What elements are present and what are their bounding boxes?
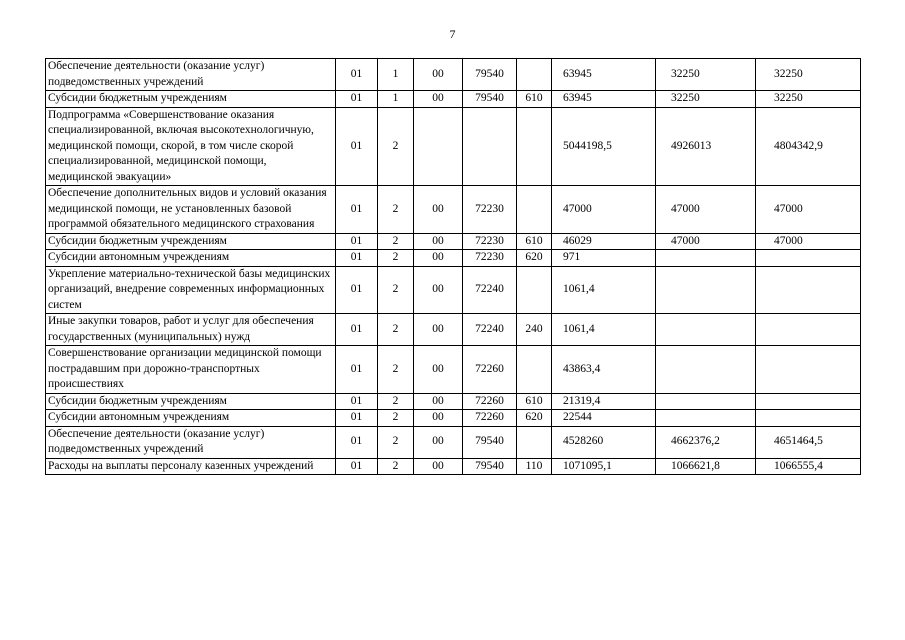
code-section-cell: 01 bbox=[336, 186, 378, 234]
amount-year3-cell: 47000 bbox=[756, 233, 861, 250]
amount-year1-cell: 1061,4 bbox=[552, 266, 656, 314]
table-row bbox=[46, 186, 861, 234]
table-row bbox=[46, 426, 861, 458]
code-expense-type-cell: 610 bbox=[517, 233, 552, 250]
amount-year3-cell bbox=[756, 346, 861, 394]
code-expense-type-cell: 610 bbox=[517, 91, 552, 108]
row-name-cell: Субсидии бюджетным учреждениям bbox=[46, 91, 336, 108]
amount-year2-cell bbox=[656, 393, 756, 410]
code-subprogram-cell: 2 bbox=[378, 426, 414, 458]
row-name-cell: Совершенствование организации медицинской помощи пострадавшим при дорожно-транспортных происшествиях bbox=[46, 346, 336, 394]
code-section-cell: 01 bbox=[336, 266, 378, 314]
code-section-cell: 01 bbox=[336, 107, 378, 186]
code-expense-type-cell bbox=[517, 266, 552, 314]
code-subprogram-cell: 2 bbox=[378, 107, 414, 186]
amount-year3-cell: 4651464,5 bbox=[756, 426, 861, 458]
code-subprogram-cell: 2 bbox=[378, 458, 414, 475]
amount-year1-cell: 1061,4 bbox=[552, 314, 656, 346]
code-group-cell bbox=[414, 107, 463, 186]
table-row bbox=[46, 410, 861, 427]
row-name-cell: Укрепление материально-технической базы медицинских организаций, внедрение современных информационных систем bbox=[46, 266, 336, 314]
budget-table bbox=[45, 58, 861, 475]
code-section-cell: 01 bbox=[336, 426, 378, 458]
row-name-cell: Подпрограмма «Совершенствование оказания специализированной, включая высокотехнологичную, медицинской помощи, скорой, в том числе скорой специализированной, медицинской помощи, медицинской эвакуации» bbox=[46, 107, 336, 186]
code-subprogram-cell: 1 bbox=[378, 59, 414, 91]
code-group-cell: 00 bbox=[414, 410, 463, 427]
row-name-cell: Обеспечение деятельности (оказание услуг) подведомственных учреждений bbox=[46, 59, 336, 91]
table-row bbox=[46, 314, 861, 346]
amount-year3-cell bbox=[756, 393, 861, 410]
row-name-cell: Иные закупки товаров, работ и услуг для обеспечения государственных (муниципальных) нужд bbox=[46, 314, 336, 346]
code-expense-type-cell: 110 bbox=[517, 458, 552, 475]
code-expense-type-cell: 240 bbox=[517, 314, 552, 346]
code-subprogram-cell: 2 bbox=[378, 186, 414, 234]
table-row bbox=[46, 393, 861, 410]
code-section-cell: 01 bbox=[336, 314, 378, 346]
amount-year2-cell bbox=[656, 410, 756, 427]
amount-year3-cell: 1066555,4 bbox=[756, 458, 861, 475]
page-number: 7 bbox=[449, 27, 456, 41]
amount-year2-cell: 32250 bbox=[656, 59, 756, 91]
code-target-cell: 72260 bbox=[463, 410, 517, 427]
code-expense-type-cell: 610 bbox=[517, 393, 552, 410]
amount-year1-cell: 43863,4 bbox=[552, 346, 656, 394]
code-subprogram-cell: 2 bbox=[378, 410, 414, 427]
code-subprogram-cell: 2 bbox=[378, 250, 414, 267]
amount-year3-cell bbox=[756, 314, 861, 346]
amount-year2-cell: 47000 bbox=[656, 233, 756, 250]
row-name-cell: Обеспечение дополнительных видов и условий оказания медицинской помощи, не установленных базовой программой обязательного медицинского страхования bbox=[46, 186, 336, 234]
code-target-cell: 72240 bbox=[463, 266, 517, 314]
code-subprogram-cell: 2 bbox=[378, 346, 414, 394]
code-group-cell: 00 bbox=[414, 186, 463, 234]
code-group-cell: 00 bbox=[414, 91, 463, 108]
code-section-cell: 01 bbox=[336, 250, 378, 267]
code-group-cell: 00 bbox=[414, 346, 463, 394]
amount-year1-cell: 63945 bbox=[552, 59, 656, 91]
code-group-cell: 00 bbox=[414, 233, 463, 250]
code-target-cell: 72230 bbox=[463, 186, 517, 234]
table-row bbox=[46, 250, 861, 267]
amount-year2-cell bbox=[656, 250, 756, 267]
row-name-cell: Субсидии бюджетным учреждениям bbox=[46, 393, 336, 410]
amount-year1-cell: 22544 bbox=[552, 410, 656, 427]
code-subprogram-cell: 2 bbox=[378, 314, 414, 346]
code-group-cell: 00 bbox=[414, 314, 463, 346]
code-section-cell: 01 bbox=[336, 458, 378, 475]
row-name-cell: Расходы на выплаты персоналу казенных учреждений bbox=[46, 458, 336, 475]
code-group-cell: 00 bbox=[414, 458, 463, 475]
table-row bbox=[46, 233, 861, 250]
code-section-cell: 01 bbox=[336, 393, 378, 410]
amount-year1-cell: 971 bbox=[552, 250, 656, 267]
amount-year3-cell: 32250 bbox=[756, 59, 861, 91]
code-expense-type-cell: 620 bbox=[517, 410, 552, 427]
amount-year2-cell bbox=[656, 346, 756, 394]
code-target-cell: 72260 bbox=[463, 346, 517, 394]
amount-year3-cell bbox=[756, 266, 861, 314]
amount-year1-cell: 1071095,1 bbox=[552, 458, 656, 475]
amount-year2-cell: 47000 bbox=[656, 186, 756, 234]
table-body bbox=[46, 59, 861, 475]
table-row bbox=[46, 91, 861, 108]
table-row bbox=[46, 107, 861, 186]
code-group-cell: 00 bbox=[414, 59, 463, 91]
code-group-cell: 00 bbox=[414, 250, 463, 267]
code-group-cell: 00 bbox=[414, 426, 463, 458]
row-name-cell: Субсидии бюджетным учреждениям bbox=[46, 233, 336, 250]
amount-year1-cell: 21319,4 bbox=[552, 393, 656, 410]
amount-year2-cell: 4662376,2 bbox=[656, 426, 756, 458]
code-subprogram-cell: 2 bbox=[378, 266, 414, 314]
code-group-cell: 00 bbox=[414, 393, 463, 410]
code-expense-type-cell bbox=[517, 426, 552, 458]
code-expense-type-cell bbox=[517, 107, 552, 186]
table-row bbox=[46, 266, 861, 314]
code-target-cell: 72230 bbox=[463, 250, 517, 267]
table-row bbox=[46, 59, 861, 91]
code-target-cell: 72240 bbox=[463, 314, 517, 346]
amount-year1-cell: 4528260 bbox=[552, 426, 656, 458]
amount-year1-cell: 47000 bbox=[552, 186, 656, 234]
table-row bbox=[46, 346, 861, 394]
code-target-cell: 79540 bbox=[463, 458, 517, 475]
code-expense-type-cell: 620 bbox=[517, 250, 552, 267]
code-expense-type-cell bbox=[517, 59, 552, 91]
amount-year3-cell: 47000 bbox=[756, 186, 861, 234]
amount-year3-cell bbox=[756, 410, 861, 427]
code-section-cell: 01 bbox=[336, 346, 378, 394]
code-section-cell: 01 bbox=[336, 233, 378, 250]
code-target-cell bbox=[463, 107, 517, 186]
amount-year3-cell: 4804342,9 bbox=[756, 107, 861, 186]
code-section-cell: 01 bbox=[336, 410, 378, 427]
code-target-cell: 79540 bbox=[463, 426, 517, 458]
code-expense-type-cell bbox=[517, 186, 552, 234]
amount-year3-cell bbox=[756, 250, 861, 267]
code-section-cell: 01 bbox=[336, 91, 378, 108]
code-group-cell: 00 bbox=[414, 266, 463, 314]
code-section-cell: 01 bbox=[336, 59, 378, 91]
row-name-cell: Субсидии автономным учреждениям bbox=[46, 250, 336, 267]
code-target-cell: 72230 bbox=[463, 233, 517, 250]
amount-year2-cell: 32250 bbox=[656, 91, 756, 108]
table-row bbox=[46, 458, 861, 475]
amount-year2-cell: 4926013 bbox=[656, 107, 756, 186]
row-name-cell: Обеспечение деятельности (оказание услуг) подведомственных учреждений bbox=[46, 426, 336, 458]
code-subprogram-cell: 2 bbox=[378, 233, 414, 250]
code-target-cell: 79540 bbox=[463, 91, 517, 108]
amount-year1-cell: 46029 bbox=[552, 233, 656, 250]
row-name-cell: Субсидии автономным учреждениям bbox=[46, 410, 336, 427]
amount-year1-cell: 63945 bbox=[552, 91, 656, 108]
amount-year2-cell bbox=[656, 314, 756, 346]
amount-year2-cell: 1066621,8 bbox=[656, 458, 756, 475]
code-subprogram-cell: 1 bbox=[378, 91, 414, 108]
code-target-cell: 72260 bbox=[463, 393, 517, 410]
amount-year2-cell bbox=[656, 266, 756, 314]
amount-year3-cell: 32250 bbox=[756, 91, 861, 108]
code-expense-type-cell bbox=[517, 346, 552, 394]
code-subprogram-cell: 2 bbox=[378, 393, 414, 410]
amount-year1-cell: 5044198,5 bbox=[552, 107, 656, 186]
code-target-cell: 79540 bbox=[463, 59, 517, 91]
